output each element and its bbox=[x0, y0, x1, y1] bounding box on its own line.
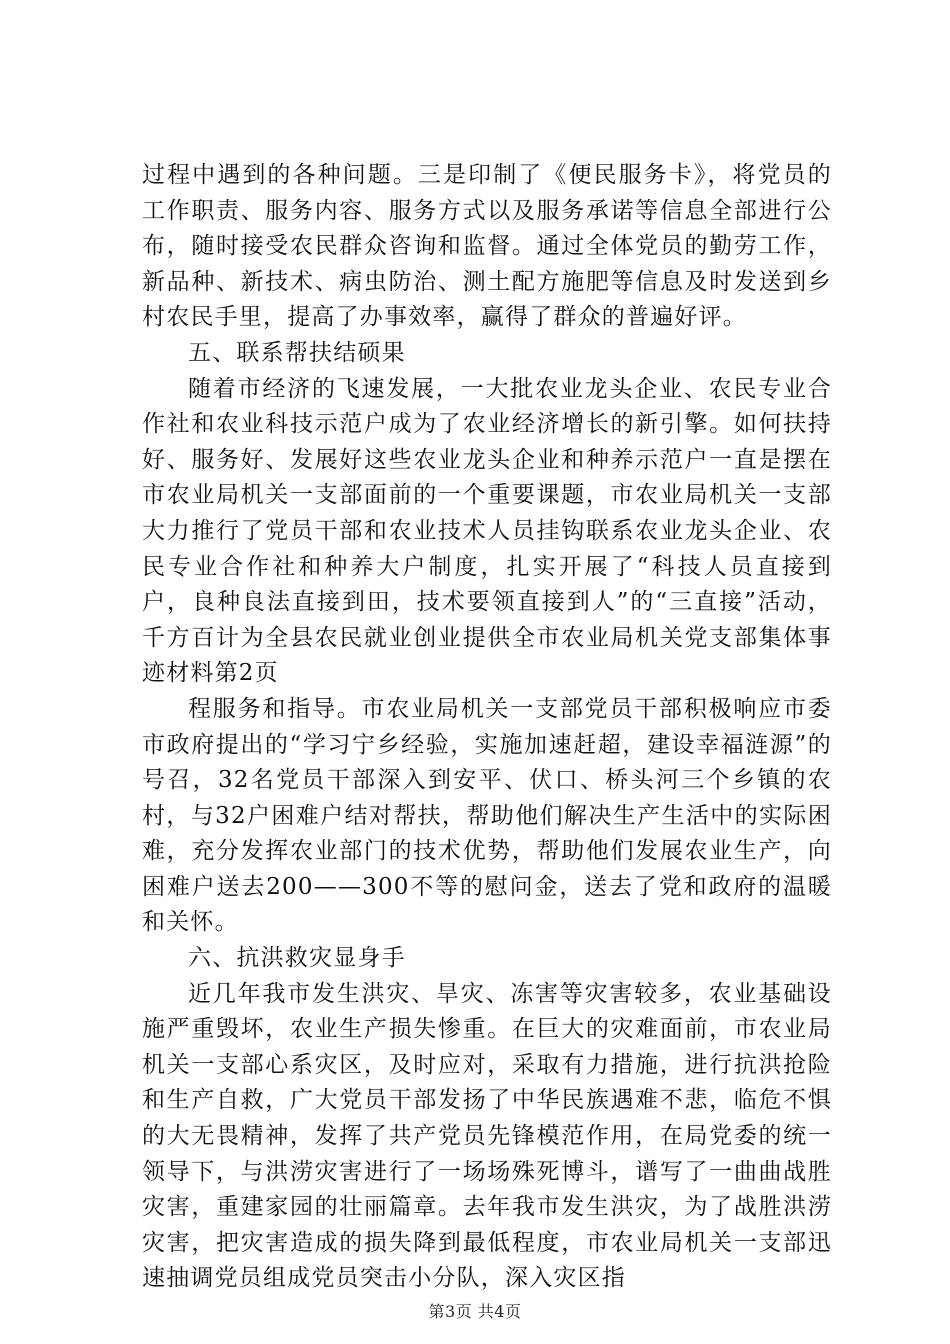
section-heading-five: 五、联系帮扶结硕果 bbox=[188, 339, 406, 366]
document-body bbox=[142, 158, 832, 1297]
paragraph-flood-relief: 近几年我市发生洪灾、旱灾、冻害等灾害较多，农业基础设施严重毁坏，农业生产损失惨重。在巨大的灾难面前，市农业局机关一支部心系灾区，及时应对，采取有力措施，进行抗洪抢险和生产自救，广大党员干部发扬了中华民族遇难不悲，临危不惧的大无畏精神，发挥了共产党员先锋模范作用，在局党委的统一领导下，与洪涝灾害进行了一场场殊死博斗，谱写了一曲曲战胜灾害，重建家园的壮丽篇章。去年我市发生洪灾，为了战胜洪涝灾害，把灾害造成的损失降到最低程度，市农业局机关一支部迅速抽调党员组成党员突击小分队，深入灾区指 bbox=[142, 980, 832, 1292]
paragraph-contact-support: 随着市经济的飞速发展，一大批农业龙头企业、农民专业合作社和农业科技示范户成为了农业经济增长的新引擎。如何扶持好、服务好、发展好这些农业龙头企业和种养示范户一直是摆在市农业局机关一支部面前的一个重要课题，市农业局机关一支部大力推行了党员干部和农业技术人员挂钩联系农业龙头企业、农民专业合作社和种养大户制度，扎实开展了“科技人员直接到户，良种良法直接到田，技术要领直接到人”的“三直接”活动，千方百计为全县农民就业创业提供全市农业局机关党支部集体事迹材料第2页 bbox=[142, 375, 832, 687]
paragraph-service-card: 过程中遇到的各种问题。三是印制了《便民服务卡》，将党员的工作职责、服务内容、服务方式以及服务承诺等信息全部进行公布，随时接受农民群众咨询和监督。通过全体党员的勤劳工作，新品种、新技术、病虫防治、测土配方施肥等信息及时发送到乡村农民手里，提高了办事效率，赢得了群众的普遍好评。 bbox=[142, 162, 832, 331]
paragraph-poverty-assistance: 程服务和指导。市农业局机关一支部党员干部积极响应市委市政府提出的“学习宁乡经验，实施加速赶超，建设幸福涟源”的号召，32名党员干部深入到安平、伏口、桥头河三个乡镇的农村，与32户困难户结对帮扶，帮助他们解决生产生活中的实际困难，充分发挥农业部门的技术优势，帮助他们发展农业生产，向困难户送去200——300不等的慰问金，送去了党和政府的温暖和关怀。 bbox=[142, 695, 832, 936]
page-number-footer: 第3页 共4页 bbox=[428, 1302, 522, 1321]
section-heading-six: 六、抗洪救灾显身手 bbox=[188, 945, 406, 972]
